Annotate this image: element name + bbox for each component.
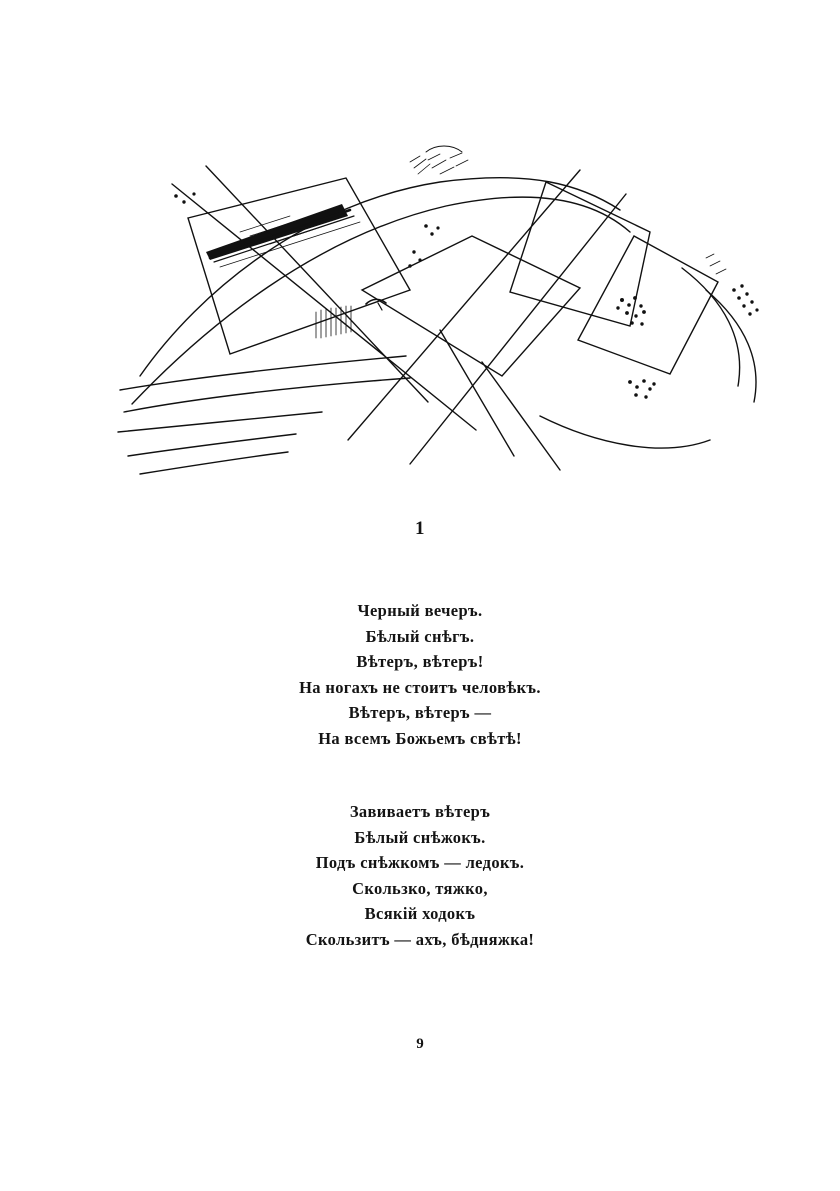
stanza-1 [0, 598, 840, 751]
poem-body [0, 598, 840, 952]
poem-line: Всякій ходокъ [364, 904, 476, 923]
poem-line: Скользитъ — ахъ, бѣдняжка! [305, 929, 535, 949]
stanza-2 [0, 799, 840, 952]
poem-line: На ногахъ не стоитъ человѣкъ. [299, 677, 541, 697]
poem-line: Вѣтеръ, вѣтеръ — [348, 703, 492, 722]
page-number: 9 [416, 1036, 424, 1052]
poem-line: Черный вечеръ. [357, 601, 483, 620]
abstract-futurist-line-drawing [110, 140, 770, 480]
poem-line: Вѣтеръ, вѣтеръ! [356, 652, 484, 671]
section-number: 1 [415, 518, 425, 539]
poem-line: На всемъ Божьемъ свѣтѣ! [318, 728, 522, 748]
poem-line: Подъ снѣжкомъ — ледокъ. [315, 853, 525, 872]
poem-line: Завиваетъ вѣтеръ [349, 802, 491, 821]
poem-line: Бѣлый снѣжокъ. [354, 827, 486, 847]
poem-line: Бѣлый снѣгъ. [365, 626, 475, 646]
poem-line: Скользко, тяжко, [352, 878, 488, 898]
